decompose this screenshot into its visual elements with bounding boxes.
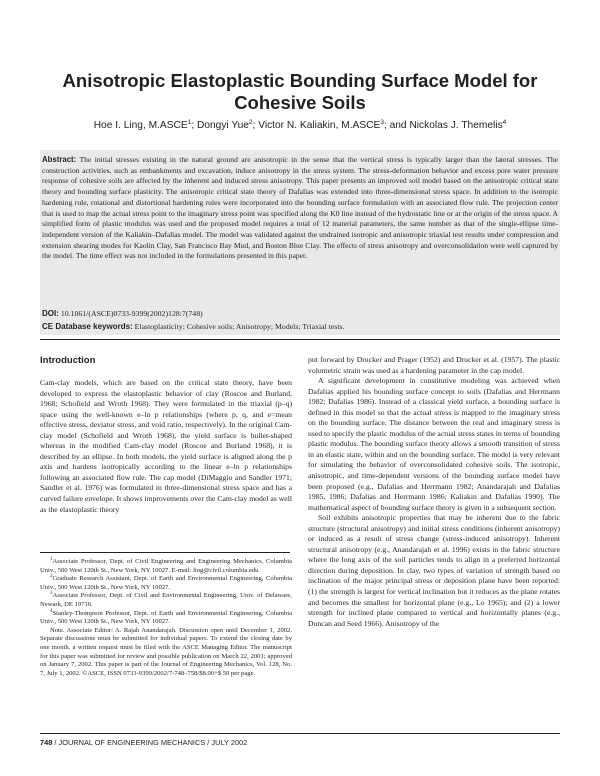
footnote-divider	[40, 552, 290, 553]
footnote-text: Associate Professor, Dept. of Civil and Environmental Engineering, Univ. of Delaware, Newark, DE 19716.	[40, 592, 292, 608]
footnote-item	[40, 558, 292, 575]
keywords-label: CE Database keywords:	[42, 322, 133, 331]
introduction-heading: Introduction	[40, 355, 96, 366]
author-affiliation-mark: 4	[502, 119, 507, 126]
author-affiliation-mark: 1	[187, 119, 192, 126]
page-number: 748	[40, 738, 53, 747]
author-affiliation-mark: 3	[380, 119, 384, 126]
keywords-value: Elastoplasticity; Cohesive soils; Anisotropy; Models; Triaxial tests.	[134, 322, 345, 331]
footnote-item	[40, 575, 292, 592]
section-divider	[40, 339, 560, 340]
author-separator: ;	[191, 120, 197, 131]
author-name: Nickolas J. Themelis	[409, 120, 503, 131]
paragraph: Soil exhibits anisotropic properties that may be inherent due to the fabric structure (structural anisotropy) and initial stress conditions (inherent anisotropy) or induced as a result of stress change (stress-induced anisotropy). Inherent structural anisotropy (e.g., Anandarajah et al. 1996) exists in the fabric structure where the long axis of the soil particles tends to align in a preferred horizontal direction during deposition. In clay, two types of variation of strength based on inclination of the major principal stress or deposition plane have been reported: (1) the strength is largest for vertical inclination but it reduces as the plane rotates and becomes the smallest for horizontal plane (e.g., Lo 1965); and (2) a lower strength for inclined plane compared to vertical and horizontally planes (e.g., Duncan and Seed 1966). Anisotropy of the	[308, 513, 560, 628]
footnote-text: Associate Professor, Dept. of Civil Engineering and Engineering Mechanics, Columbia Univ., 500 West 120th St., New York, NY 10027. E-mail: ling@civil.columbia.edu	[40, 558, 292, 574]
journal-info: / JOURNAL OF ENGINEERING MECHANICS / JULY 2002	[54, 738, 248, 747]
author-list	[30, 120, 570, 131]
footnote-text: Graduate Research Assistant, Dept. of Earth and Environmental Engineering, Columbia Univ., 500 West 120th St., New York, NY 10027.	[40, 575, 292, 591]
footnote-text: Note. Associate Editor: A. Rajah Anandarajah. Discussion open until December 1, 2002. Separate discussions must be submitted for individual papers. To extend the closing date by one month, a written request must be filed with the ASCE Managing Editor. The manuscript for this paper was submitted for review and possible publication on March 22, 2001; approved on January 7, 2002. This paper is part of the Journal of Engineering Mechanics, Vol. 128, No. 7, July 1, 2002. ©ASCE, ISSN 0733-9399/2002/7-748–758/$8.00+$.50 per page.	[40, 626, 292, 677]
running-footer	[40, 738, 247, 747]
doi-label: DOI:	[42, 309, 59, 318]
abstract-body: The initial stresses existing in the natural ground are anisotropic in the sense that the vertical stress is typically larger than the lateral stresses. The construction activities, such as embankments and excavation, induce anisotropy in the stress system. The stress-deformation behavior and excess pore water pressure response of cohesive soils are affected by the inherent and induced stress anisotropy. This paper presents an improved soil model based on the anisotropic critical state theory and bounding surface plasticity. The anisotropic critical state theory of Dafalias was extended into three-dimensional stress space. In addition to the isotropic hardening rule, rotational and distortional hardening rules were incorporated into the bounding surface formulation with an associated flow rule. The projection center that is used to map the actual stress point to the imaginary stress point was specified along the K0 line instead of the hydrostatic line or at the origin of the stress space. A simplified form of plastic modulus was used and the proposed model requires a total of 12 material parameters, the same number as that of the single-ellipse time-independent version of the Kaliakin–Dafalias model. The model was validated against the undrained isotropic and anisotropic triaxial test results under compression and extension shearing modes for Kaolin Clay, San Francisco Bay Mud, and Boston Blue Clay. The effects of stress anisotropy and overconsolidation were well captured by the model. The time effect was not included in the formulations presented in this paper.	[42, 155, 559, 261]
footnote-mark: 2	[50, 574, 53, 580]
keywords-line	[42, 322, 558, 331]
author-name: Dongyi Yue	[196, 120, 249, 131]
left-column	[40, 378, 292, 515]
author-separator: ; and	[383, 120, 410, 131]
author-name: Victor N. Kaliakin, M.ASCE	[258, 120, 381, 131]
footnote-mark: 4	[50, 608, 53, 614]
author-affiliation-mark: 2	[248, 119, 253, 126]
footnote-item	[40, 610, 292, 627]
doi-line	[42, 309, 558, 318]
article-title	[40, 70, 560, 114]
title-line-2: Cohesive Soils	[234, 92, 366, 113]
doi-value[interactable]: 10.1061/(ASCE)0733-9399(2002)128:7(748)	[60, 309, 203, 318]
footnotes	[40, 558, 292, 678]
title-line-1: Anisotropic Elastoplastic Bounding Surface Model for	[62, 70, 538, 91]
paragraph: Cam-clay models, which are based on the critical state theory, have been developed to express the elastoplastic behavior of clay (Roscoe and Burland, 1968; Schofield and Wroth 1968). They were formulated in the triaxial (p–q) space using the well-known e–ln p relationships (where p, q, and e=mean effective stress, deviator stress, and void ratio, respectively). In the original Cam-clay model (Schofield and Wroth 1968), the yield surface is bullet-shaped whereas in the modified Cam-clay model (Roscoe and Burland 1968), it is described by an ellipse. In both models, the yield surface is aligned along the p axis and hardens isotropically according to the linear e–ln p relationships following an associated flow rule. The cap model (DiMaggio and Sandler 1971; Sandler et al. 1976) was formulated in three-dimensional stress space and has a curved failure envelope. It shows improvements over the Cam-clay model as well as the elastoplastic theory	[40, 378, 292, 514]
author-separator: ;	[252, 120, 259, 131]
right-column	[308, 355, 560, 629]
footer-divider	[40, 733, 560, 734]
abstract	[42, 155, 558, 262]
paragraph: A significant development in constitutive modeling was achieved when Dafalias applied his bounding surface concept to soils (Dafalias and Herrmann 1982; Dafalias 1986). Instead of a classical yield surface, a bounding surface is defined in this model so that the actual stress is mapped to the imaginary stress on the bounding surface. The distance between the real and imaginary stress is used to specify the plastic modulus of the actual stress states in terms of bounding plastic modulus. The bounding surface theory allows a smooth transition of stress in an elastic state, within and on the bounding surface. The model is very relevant for simulating the behavior of overconsolidated cohesive soils. The isotropic, anisotropic, and time-dependent versions of the bounding surface model have been proposed (e.g., Dafalias and Herrmann 1982; Anandarajah and Dafalias 1985, 1986; Dafalias and Herrmann 1986; Kaliakin and Dafalias 1990). The mathematical aspect of bounding surface theory is given in a subsequent section.	[308, 376, 560, 512]
author-name: Hoe I. Ling, M.ASCE	[93, 120, 188, 131]
footnote-mark: 1	[50, 557, 53, 562]
paragraph: put forward by Drucker and Prager (1952) and Drucker et al. (1957). The plastic volumetric strain was used as a hardening parameter in the cap model.	[308, 355, 560, 375]
footnote-mark: 3	[50, 591, 53, 597]
abstract-label: Abstract:	[42, 155, 77, 164]
footnote-item	[40, 592, 292, 609]
editorial-note	[40, 627, 292, 679]
footnote-text: Stanley-Thompson Professor, Dept. of Earth and Environmental Engineering, Columbia Univ., 500 West 120th St., New York, NY 10027.	[40, 609, 292, 626]
